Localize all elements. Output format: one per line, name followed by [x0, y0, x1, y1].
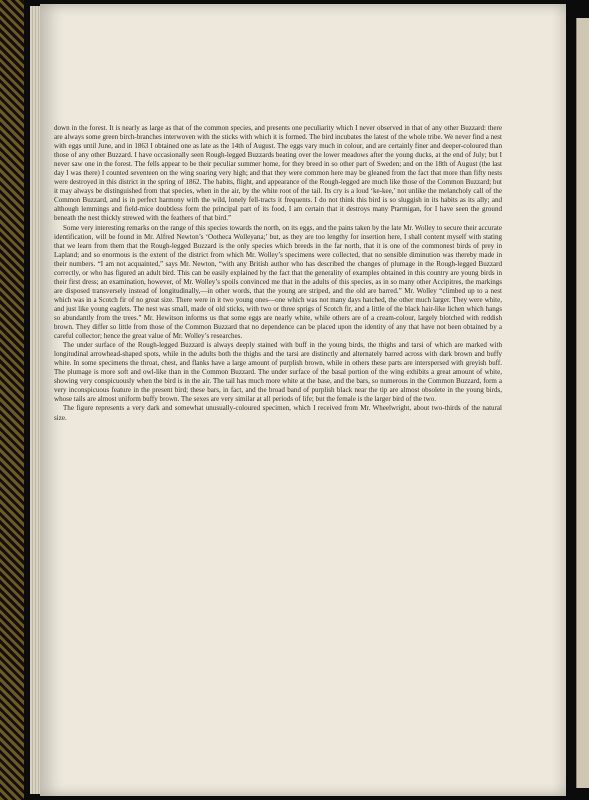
- next-page-edge: [576, 18, 589, 788]
- page-text-body: [54, 124, 502, 423]
- paragraph-2: Some very interesting remarks on the range of this species towards the north, on its eggs, and the pains taken by the late Mr. Wolley to secure their accurate identification, will be found in Mr. Alfred Newton’s ‘Ootheca Wolleyana;’ but, as they are too lengthy for insertion here, I shall content myself with stating that we learn from them that the Rough-legged Buzzard is the only species which breeds in the far north, that it is one of the commonest birds of prey in Lapland; and so enormous is the extent of the district from which Mr. Wolley’s specimens were collected, that no sensible diminution was thereby made in their numbers. “I am not acquainted,” says Mr. Newton, “with any British author who has described the changes of plumage in the Rough-legged Buzzard correctly, or who has figured an adult bird. This can be easily explained by the fact that the generality of examples obtained in this country are young birds in their first dress; an examination, however, of Mr. Wolley’s spoils convinced me that in the adults of this species, as in so many other Accipitres, the markings are disposed transversely instead of longitudinally,—in other words, that the young are striped, and the old are barred.” Mr. Wolley “climbed up to a nest which was in a Scotch fir of no great size. There were in it two young ones—one which was not many days hatched, the other much larger. They were white, and just like young eaglets. The nest was small, made of old sticks, with two or three sprigs of Scotch fir, and a little of the black hair-like lichen which hangs so abundantly from the trees.” Mr. Hewitson informs us that some eggs are nearly white, while others are of a cream-colour, largely blotched with reddish brown. They differ so little from those of the Common Buzzard that no dependence can be placed upon the identity of any that have not been obtained by a careful collector; hence the great value of Mr. Wolley’s researches.: [54, 223, 502, 341]
- book-gutter: [566, 0, 576, 800]
- paragraph-3: The under surface of the Rough-legged Buzzard is always deeply stained with buff in the young birds, the thighs and tarsi of which are marked with longitudinal arrowhead-shaped spots, while in the adults both the thighs and the tarsi are distinctly and alternately barred across with dark brown and buffy white. In some specimens the throat, chest, and flanks have a large amount of purplish brown, while in others these parts are interspersed with greyish buff. The plumage is more soft and owl-like than in the Common Buzzard. The under surface of the basal portion of the wing exhibits a great amount of white, showing very conspicuously when the bird is in the air. The tail has much more white at the base, and the bars, so numerous in the Common Buzzard, form a very inconspicuous feature in the present bird; these bars, in fact, and the broad band of purplish black near the tip are almost obsolete in the young birds, whose tails are almost uniform buffy brown. The sexes are very similar at all periods of life; but the female is the larger bird of the two.: [54, 341, 502, 404]
- book-binding-edge: [0, 0, 28, 800]
- paragraph-4: The figure represents a very dark and somewhat unusually-coloured specimen, which I received from Mr. Wheelwright, about two-thirds of the natural size.: [54, 404, 502, 422]
- paragraph-1: down in the forest. It is nearly as large as that of the common species, and presents one peculiarity which I never observed in that of any other Buzzard: there are always some green birch-branches interwoven with the sticks with which it is formed. The bird incubates the latest of the whole tribe. We never find a nest with eggs until June, and in 1863 I obtained one as late as the 14th of August. The eggs vary much in colour, and are certainly finer and deeper-coloured than those of any other Buzzard. I have occasionally seen Rough-legged Buzzards beating over the lower meadows after the young ducks, at the end of July; but I never saw one in the forest. The fells appear to be their peculiar summer home, for they breed in so other part of Sweden; and on the 18th of August (the last day I was there) I counted seventeen on the wing soaring very high; and that they were common here may be gleaned from the fact that more than fifty nests were destroyed in this district in the spring of 1862. The habits, flight, and appearance of the Rough-legged are much like those of the Common Buzzard; but it may always be distinguished from that species, when in the air, by the white root of the tail. Its cry is a loud ‘ke-kee,’ not unlike the melancholy call of the Common Buzzard, and is in perfect harmony with the wild, lonely fell-tracts it frequents. I do not think this bird is so sluggish in its habits as its ally; and although lemmings and field-mice doubtless form the principal part of its food, I am certain that it destroys many Ptarmigan, for I have seen the ground beneath the nest thickly strewed with the feathers of that bird.”: [54, 124, 502, 223]
